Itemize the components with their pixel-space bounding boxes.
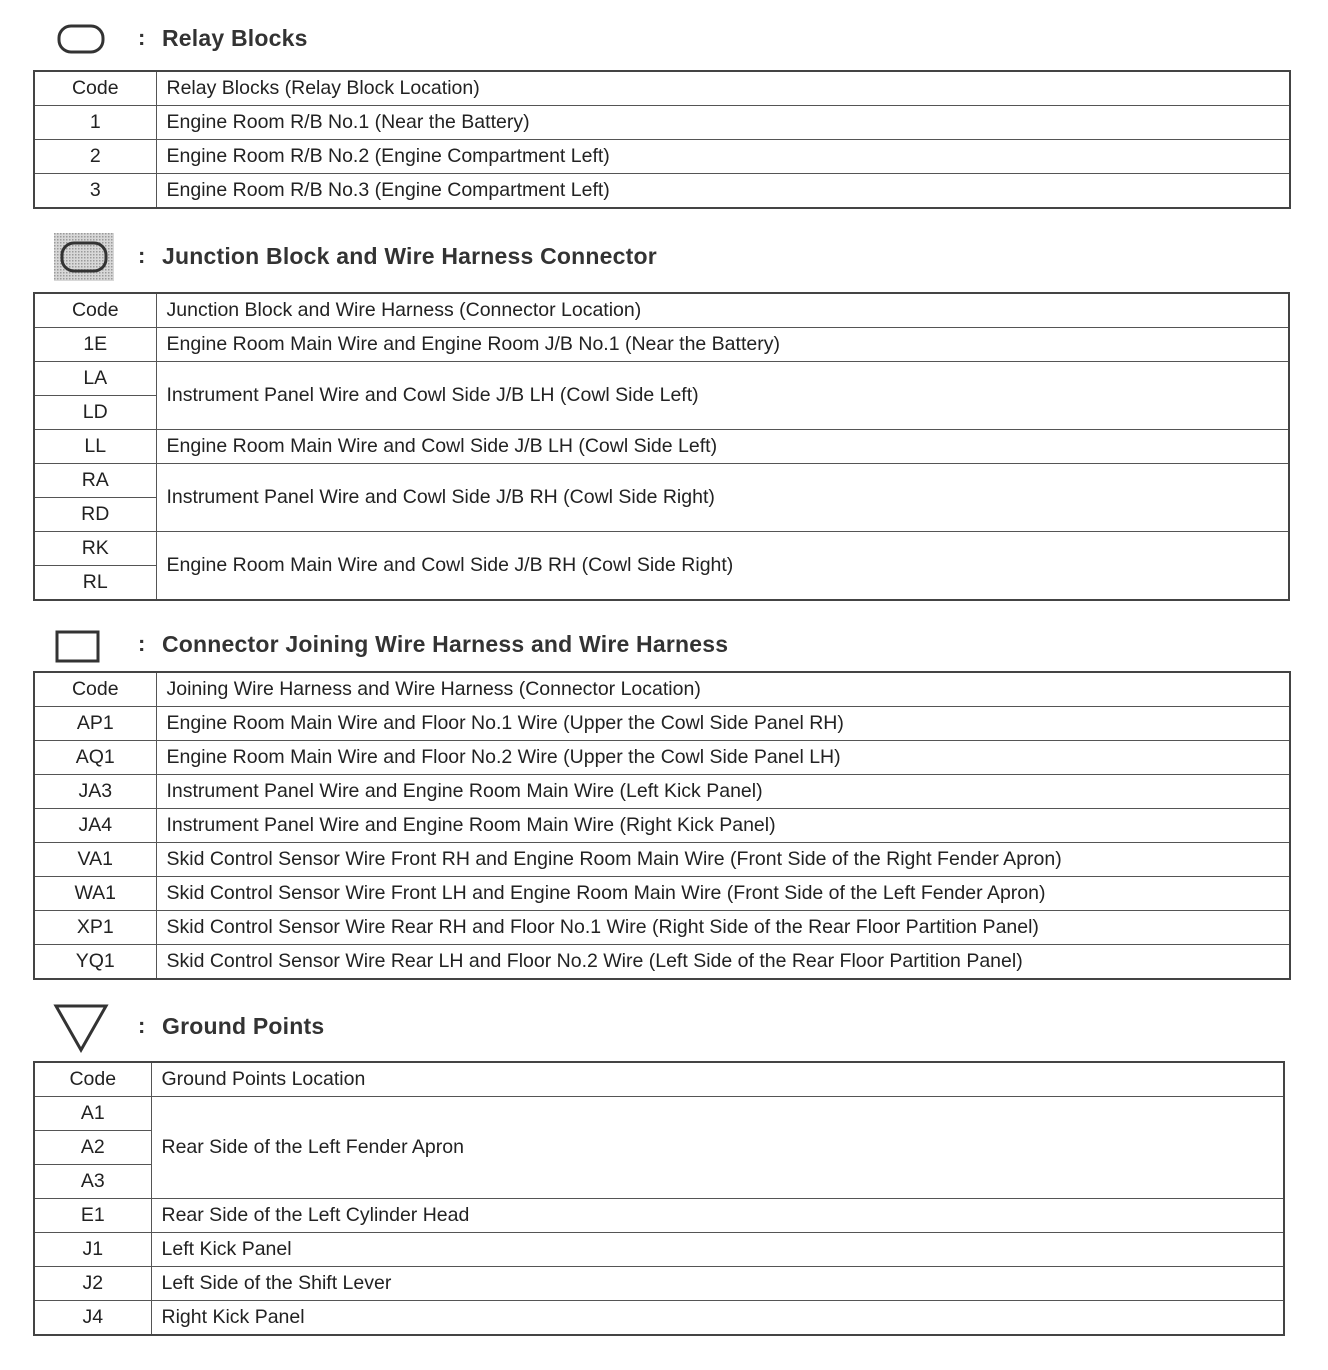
location-cell: Right Kick Panel xyxy=(151,1301,1284,1336)
table-row xyxy=(34,464,1289,498)
location-cell: Engine Room Main Wire and Engine Room J/B No.1 (Near the Battery) xyxy=(156,328,1289,362)
location-cell: Skid Control Sensor Wire Front LH and Engine Room Main Wire (Front Side of the Left Fender Apron) xyxy=(156,877,1290,911)
table-row xyxy=(34,174,1290,209)
code-cell: YQ1 xyxy=(34,945,156,980)
code-header: Code xyxy=(34,1062,151,1097)
table-row xyxy=(34,140,1290,174)
table-row xyxy=(34,945,1290,980)
code-cell: RL xyxy=(34,566,156,601)
table-row xyxy=(34,1267,1284,1301)
code-cell: RD xyxy=(34,498,156,532)
location-cell: Instrument Panel Wire and Engine Room Main Wire (Left Kick Panel) xyxy=(156,775,1290,809)
code-cell: LD xyxy=(34,396,156,430)
location-cell: Engine Room Main Wire and Floor No.2 Wire (Upper the Cowl Side Panel LH) xyxy=(156,741,1290,775)
location-header: Ground Points Location xyxy=(151,1062,1284,1097)
code-cell: JA3 xyxy=(34,775,156,809)
location-cell: Instrument Panel Wire and Engine Room Main Wire (Right Kick Panel) xyxy=(156,809,1290,843)
table-header-row xyxy=(34,293,1289,328)
table-header-row xyxy=(34,71,1290,106)
inverted-triangle-icon xyxy=(53,1003,109,1053)
code-header: Code xyxy=(34,71,156,106)
junction-block-table xyxy=(33,292,1290,601)
section-title: Connector Joining Wire Harness and Wire Harness xyxy=(162,631,729,657)
location-cell: Left Kick Panel xyxy=(151,1233,1284,1267)
location-cell: Rear Side of the Left Cylinder Head xyxy=(151,1199,1284,1233)
table-row xyxy=(34,532,1289,566)
code-cell: AP1 xyxy=(34,707,156,741)
code-cell: AQ1 xyxy=(34,741,156,775)
code-cell: 1E xyxy=(34,328,156,362)
table-header-row xyxy=(34,1062,1284,1097)
table-row xyxy=(34,106,1290,140)
location-cell: Left Side of the Shift Lever xyxy=(151,1267,1284,1301)
location-cell: Rear Side of the Left Fender Apron xyxy=(151,1097,1284,1199)
colon: : xyxy=(138,631,146,656)
code-cell: J1 xyxy=(34,1233,151,1267)
location-cell: Skid Control Sensor Wire Front RH and Engine Room Main Wire (Front Side of the Right Fender Apron) xyxy=(156,843,1290,877)
code-cell: A2 xyxy=(34,1131,151,1165)
colon: : xyxy=(138,25,146,50)
table-row xyxy=(34,843,1290,877)
colon: : xyxy=(138,243,146,268)
location-cell: Instrument Panel Wire and Cowl Side J/B RH (Cowl Side Right) xyxy=(156,464,1289,532)
table-row xyxy=(34,877,1290,911)
location-cell: Skid Control Sensor Wire Rear LH and Floor No.2 Wire (Left Side of the Rear Floor Partition Panel) xyxy=(156,945,1290,980)
code-cell: XP1 xyxy=(34,911,156,945)
ground-points-table xyxy=(33,1061,1285,1336)
code-cell: J4 xyxy=(34,1301,151,1336)
location-cell: Engine Room Main Wire and Cowl Side J/B LH (Cowl Side Left) xyxy=(156,430,1289,464)
table-row xyxy=(34,741,1290,775)
table-row xyxy=(34,1199,1284,1233)
table-header-row xyxy=(34,672,1290,707)
code-cell: E1 xyxy=(34,1199,151,1233)
location-cell: Engine Room R/B No.1 (Near the Battery) xyxy=(156,106,1290,140)
location-header: Joining Wire Harness and Wire Harness (Connector Location) xyxy=(156,672,1290,707)
code-cell: RK xyxy=(34,532,156,566)
code-cell: VA1 xyxy=(34,843,156,877)
colon: : xyxy=(138,1013,146,1038)
code-cell: 2 xyxy=(34,140,156,174)
section-title: Relay Blocks xyxy=(162,25,308,51)
table-row xyxy=(34,707,1290,741)
table-row xyxy=(34,362,1289,396)
location-cell: Engine Room R/B No.2 (Engine Compartment Left) xyxy=(156,140,1290,174)
code-header: Code xyxy=(34,293,156,328)
location-cell: Instrument Panel Wire and Cowl Side J/B LH (Cowl Side Left) xyxy=(156,362,1289,430)
code-cell: JA4 xyxy=(34,809,156,843)
section-title: Junction Block and Wire Harness Connector xyxy=(162,243,657,269)
location-header: Junction Block and Wire Harness (Connector Location) xyxy=(156,293,1289,328)
code-header: Code xyxy=(34,672,156,707)
location-cell: Engine Room Main Wire and Cowl Side J/B RH (Cowl Side Right) xyxy=(156,532,1289,601)
code-cell: A3 xyxy=(34,1165,151,1199)
code-cell: A1 xyxy=(34,1097,151,1131)
section-title: Ground Points xyxy=(162,1013,325,1039)
code-cell: RA xyxy=(34,464,156,498)
square-outline-icon xyxy=(55,630,101,664)
table-row xyxy=(34,1233,1284,1267)
location-header: Relay Blocks (Relay Block Location) xyxy=(156,71,1290,106)
table-row xyxy=(34,328,1289,362)
table-row xyxy=(34,809,1290,843)
code-cell: LA xyxy=(34,362,156,396)
code-cell: J2 xyxy=(34,1267,151,1301)
table-row xyxy=(34,911,1290,945)
location-cell: Engine Room R/B No.3 (Engine Compartment Left) xyxy=(156,174,1290,209)
table-row xyxy=(34,1097,1284,1131)
location-cell: Engine Room Main Wire and Floor No.1 Wire (Upper the Cowl Side Panel RH) xyxy=(156,707,1290,741)
code-cell: 3 xyxy=(34,174,156,209)
table-row xyxy=(34,1301,1284,1336)
code-cell: LL xyxy=(34,430,156,464)
shaded-rounded-rectangle-icon xyxy=(54,233,114,281)
rounded-rectangle-outline-icon xyxy=(56,22,106,56)
table-row xyxy=(34,775,1290,809)
connector-table xyxy=(33,671,1291,980)
table-row xyxy=(34,430,1289,464)
code-cell: 1 xyxy=(34,106,156,140)
location-cell: Skid Control Sensor Wire Rear RH and Floor No.1 Wire (Right Side of the Rear Floor Partition Panel) xyxy=(156,911,1290,945)
code-cell: WA1 xyxy=(34,877,156,911)
relay-blocks-table xyxy=(33,70,1291,209)
